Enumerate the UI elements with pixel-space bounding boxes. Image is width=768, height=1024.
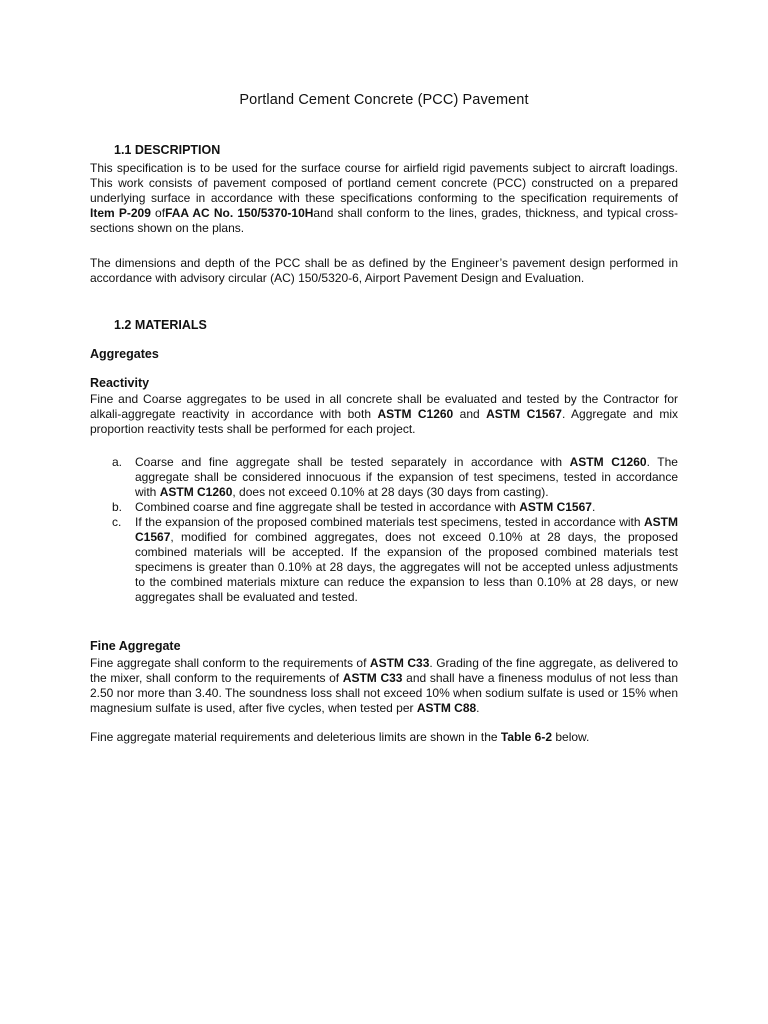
text-run: Fine aggregate material requirements and deleterious limits are shown in the [90, 730, 501, 744]
fine-aggregate-paragraph [90, 656, 678, 716]
bold-reference: FAA AC No. 150/5370-10H [165, 206, 314, 220]
bold-reference: ASTM C1567 [519, 500, 592, 514]
text-run: Fine and Coarse aggregates to be used in all concrete shall be evaluated and tested by the Contractor for alkali-aggregate reactivity in accordance with both [90, 392, 678, 421]
text-run: and shall have a fineness modulus of not less than 2.50 nor more than 3.40. The soundness loss shall not exceed 10% when sodium sulfate is used or 15% when magnesium sulfate is used, after five cycles, when tested per [90, 671, 678, 715]
reactivity-paragraph [90, 392, 678, 437]
bold-reference: ASTM C1567 [486, 407, 562, 421]
list-item [90, 500, 678, 515]
bold-reference: ASTM C1567 [135, 515, 678, 544]
list-item [90, 515, 678, 605]
text-run: This specification is to be used for the surface course for airfield rigid pavements subject to aircraft loadings. This work consists of pavement composed of portland cement concrete (PCC) constructed on a prepared underlying surface in accordance with these specifications conforming to the specification requirements of [90, 161, 678, 205]
document-title: Portland Cement Concrete (PCC) Pavement [239, 92, 529, 108]
bold-reference: Item P-209 [90, 206, 151, 220]
text-run: , modified for combined aggregates, does not exceed 0.10% at 28 days, the proposed combined materials will be accepted. If the expansion of the proposed combined materials test specimens is greater than 0.10% at 28 days, the aggregates will not be accepted unless adjustments to the combined materials mixture can reduce the expansion to less than 0.10% at 28 days, or new aggregates shall be evaluated and tested. [135, 530, 678, 604]
list-item [90, 455, 678, 500]
list-item-text [135, 500, 595, 514]
section-heading-description: 1.1 DESCRIPTION [114, 143, 221, 157]
list-marker: b. [112, 500, 123, 514]
text-run: . Grading of the fine aggregate, as delivered to the mixer, shall conform to the requirements of [90, 656, 678, 685]
text-run: . [476, 701, 480, 715]
subheading-aggregates: Aggregates [90, 347, 159, 361]
bold-reference: ASTM C1260 [377, 407, 454, 421]
text-run: . Aggregate and mix proportion reactivity tests shall be performed for each project. [90, 407, 678, 436]
reactivity-test-list [90, 455, 678, 605]
list-marker: a. [112, 455, 123, 469]
bold-reference: ASTM C33 [369, 656, 430, 670]
text-run: below. [552, 730, 590, 744]
bold-reference: Table 6-2 [500, 730, 553, 744]
list-item-text [135, 515, 678, 604]
subheading-reactivity: Reactivity [90, 376, 150, 390]
section-heading-materials: 1.2 MATERIALS [114, 318, 207, 332]
list-item-text [135, 455, 678, 499]
text-run: . [591, 500, 596, 514]
text-run: and shall conform to the lines, grades, thickness, and typical cross-sections shown on the plans. [90, 206, 678, 235]
text-run: Coarse and fine aggregate shall be tested separately in accordance with [135, 455, 570, 469]
description-paragraph [90, 161, 678, 236]
subheading-fine-aggregate: Fine Aggregate [90, 639, 181, 653]
text-run: , does not exceed 0.10% at 28 days (30 days from casting). [232, 485, 549, 499]
pcc-depth-paragraph: The dimensions and depth of the PCC shall be as defined by the Engineer’s pavement design performed in accordance with advisory circular (AC) 150/5320-6, Airport Pavement Design and Evaluation. [90, 256, 678, 285]
bold-reference: ASTM C1260 [159, 485, 233, 499]
bold-reference: ASTM C88 [416, 701, 477, 715]
text-run: Fine aggregate shall conform to the requirements of [90, 656, 370, 670]
text-run: and [453, 407, 487, 421]
list-marker: c. [112, 515, 122, 529]
bold-reference: ASTM C1260 [569, 455, 647, 469]
text-run: . The aggregate shall be considered innocuous if the expansion of test specimens, tested in accordance with [135, 455, 678, 499]
bold-reference: ASTM C33 [342, 671, 403, 685]
text-run: Combined coarse and fine aggregate shall be tested in accordance with [135, 500, 520, 514]
text-run: If the expansion of the proposed combined materials test specimens, tested in accordance with [135, 515, 644, 529]
text-run: of [150, 206, 166, 220]
table-reference-paragraph [90, 730, 678, 745]
